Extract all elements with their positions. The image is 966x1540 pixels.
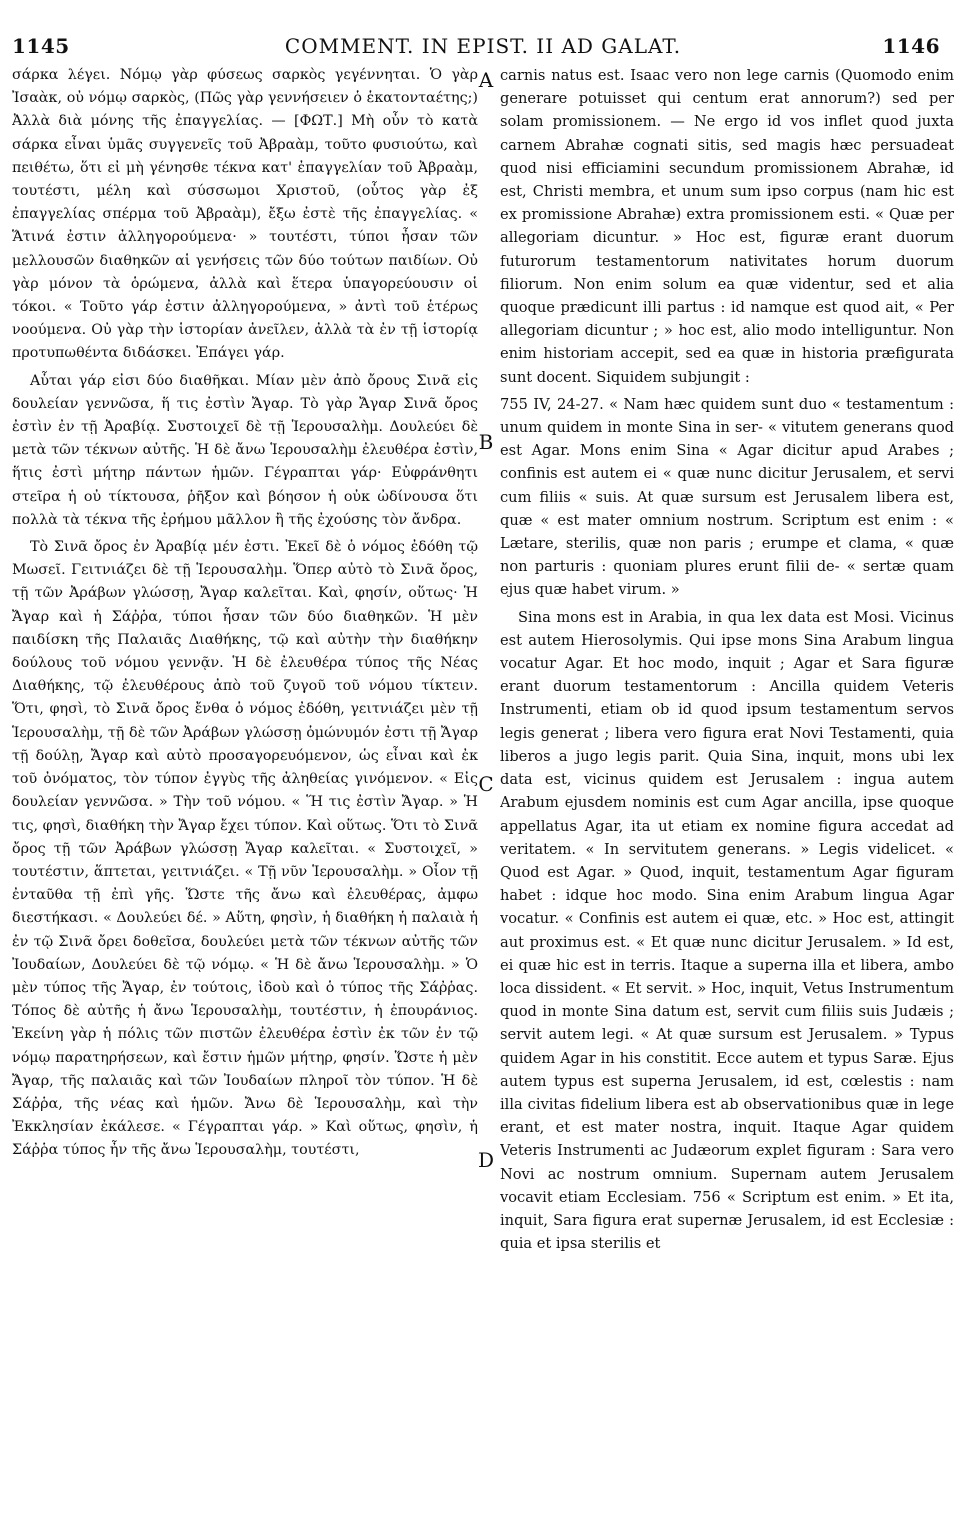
- latin-paragraph: 755 IV, 24-27. « Nam hæc quidem sunt duo « testamentum : unum quidem in monte Sina in ser- « vitutem generans quod est Agar. Mons enim Sina « Agar dicitur apud Arabes ; confinis est autem ei « quæ nunc dicitur Jerusalem, et servi cum filiis « suis. At quæ sursum est Jerusalem libera est, quæ « est mater omnium nostrum. Scriptum est enim : « Lætare, sterilis, quæ non paris ; erumpe et clama, « quæ non parturis : quoniam plures erunt filii de- « sertæ quam ejus quæ habet virum. »: [500, 395, 954, 599]
- margin-letter-d: D: [477, 1148, 495, 1172]
- margin-letter-c: C: [478, 772, 494, 796]
- latin-paragraph: Sina mons est in Arabia, in qua lex data est Mosi. Vicinus est autem Hierosolymis. Qui ipse mons Sina Arabum lingua vocatur Agar. Et hoc modo, inquit ; Agar et Sara figuræ erant duorum testamentorum : Ancilla quidem Veteris Instrumenti, etiam ob id quod ipsum testamentum servos legis generat ; libera vero figura erat Novi Testamenti, quia liberos a jugo legis parit. Quia Sina, inquit, mons ubi lex data est, vicinus quidem est Jerusalem : ingua autem Arabum ejusdem nominis est cum Agar ancilla, ipse quoque appellatus Agar, ita ut etiam ex nomine figura accedat ad veritatem. « In servitutem generans. » Legis videlicet. « Quod est Agar. » Quod, inquit, testamentum Agar figuram habet : idque hoc modo. Sina enim Arabum lingua Agar vocatur. « Confinis est autem ei quæ, etc. » Hoc est, attingit aut proximus est. « Et quæ nunc dicitur Jerusalem. » Id est, ei quæ hic est in terris. Itaque a superna illa et libera, ambo loca dissident. « Et servit. » Hoc, inquit, Vetus Instrumentum quod in monte Sina datum est, servit cum filiis suis Judæis ; servit autem legi. « At quæ sursum est Jerusalem. » Typus quidem Agar in his constitit. Ecce autem et typus Saræ. Ejus autem typus est superna Jerusalem, id est, cœlestis : nam illa civitas fidelium libera est ab observationibus quæ in lege erant, et est mater nostra, inquit. Itaque Agar quidem Veteris Instrumenti ac Judæorum explet figuram : Sara vero Novi ac nostrum omnium. Supernam autem Jerusalem vocavit etiam Ecclesiam. 756 « Scriptum est enim. » Et ita, inquit, Sara figura erat supernæ Jerusalem, id est Ecclesiæ : quia et ipsa sterilis et: [500, 608, 954, 1253]
- latin-paragraph: carnis natus est. Isaac vero non lege carnis (Quomodo enim generare potuisset qui centum erat annorum?) sed per solam promissionem. — Ne ergo id vos inflet quod juxta carnem Abrahæ cognati sitis, sed magis hæc persuadeat quod nisi efficiamini secundum promissionem Abrahæ, id est, Christi membra, et unum sum ipso corpus (nam hic est ex promissione Abrahæ) extra promissionem esti. « Quæ per allegoriam dicuntur. » Hoc est, figuræ erant duorum futurorum testamentorum nativitates horum duorum filiorum. Non enim solum ea quæ videntur, sed et alia quoque prædicunt illi partus : id namque est quod ait, « Per allegoriam dicuntur ; » hoc est, alio modo intelliguntur. Non enim historiam accepit, sed ea quæ in historia præfigurata sunt docent. Siquidem subjungit :: [500, 67, 954, 386]
- page-header: [0, 0, 966, 60]
- greek-paragraph: σάρκα λέγει. Νόμῳ γὰρ φύσεως σαρκὸς γεγέννηται. Ὁ γὰρ Ἰσαὰκ, οὐ νόμῳ σαρκὸς, (Πῶς γὰρ γεννήσειεν ὁ ἑκατονταέτης;) Ἀλλὰ διὰ μόνης τῆς ἐπαγγελίας. — [ΦΩΤ.] Μὴ οὖν τὸ κατὰ σάρκα εἶναι ὑμᾶς συγγενεῖς τοῦ Ἀβραὰμ, τοῦτο φυσιούτω, καὶ πειθέτω, ὅτι εἰ μὴ γένησθε τέκνα κατ' ἐπαγγελίαν τοῦ Ἀβραὰμ, τουτέστι, μέλη καὶ σύσσωμοι Χριστοῦ, (οὗτος γὰρ ἐξ ἐπαγγελίας σπέρμα τοῦ Ἀβραὰμ), ἔξω ἐστὲ τῆς ἐπαγγελίας. « Ἅτινά ἐστιν ἀλληγορούμενα· » τουτέστι, τύποι ἦσαν τῶν μελλουσῶν διαθηκῶν αἱ γενήσεις τῶν δύο τούτων παιδίων. Οὐ γὰρ μόνον τὰ ὁρώμενα, ἀλλὰ καὶ ἕτερα ὑπαγορεύουσιν οἱ τόκοι. « Τοῦτο γάρ ἐστιν ἀλληγορούμενα, » ἀντὶ τοῦ ἑτέρως νοούμενα. Οὐ γὰρ τὴν ἱστορίαν ἀνεῖλεν, ἀλλὰ τὰ ἐν τῇ ἱστορίᾳ προτυπωθέντα διδάσκει. Ἐπάγει γάρ.: [12, 67, 478, 362]
- greek-paragraph: Τὸ Σινᾶ ὄρος ἐν Ἀραβίᾳ μέν ἐστι. Ἐκεῖ δὲ ὁ νόμος ἐδόθη τῷ Μωσεῖ. Γειτνιάζει δὲ τῇ Ἱερουσαλὴμ. Ὅπερ αὐτὸ τὸ Σινᾶ ὄρος, τῇ τῶν Ἀράβων γλώσσῃ, Ἄγαρ καλεῖται. Καὶ, φησίν, οὕτως· Ἡ Ἄγαρ καὶ ἡ Σάῤῥα, τύποι ἦσαν τῶν δύο διαθηκῶν. Ἡ μὲν παιδίσκη τῆς Παλαιᾶς Διαθήκης, τῷ καὶ αὐτὴν τὴν διαθήκην δούλους τοῦ νόμου γεννᾷν. Ἡ δὲ ἐλευθέρα τύπος τῆς Νέας Διαθήκης, τῷ ἐλευθέρους ἀπὸ τοῦ ζυγοῦ τοῦ νόμου τίκτειν. Ὅτι, φησὶ, τὸ Σινᾶ ὄρος ἔνθα ὁ νόμος ἐδόθη, γειτνιάζει μὲν τῇ Ἱερουσαλὴμ, τῇ δὲ τῶν Ἀράβων γλώσσῃ ὁμώνυμόν ἐστι τῇ Ἄγαρ τῇ δούλῃ, Ἄγαρ καὶ αὐτὸ προσαγορευόμενον, ὡς εἶναι καὶ ἐκ τοῦ ὀνόματος, τὸν τύπον ἐγγὺς τῆς ἀληθείας γινόμενον. « Εἰς δουλείαν γεννῶσα. » Τὴν τοῦ νόμου. « Ἥ τις ἐστὶν Ἄγαρ. » Ἡ τις, φησὶ, διαθήκη τὴν Ἄγαρ ἔχει τύπον. Καὶ οὕτως. Ὅτι τὸ Σινᾶ ὄρος τῇ τῶν Ἀράβων γλώσσῃ Ἄγαρ καλεῖται. « Συστοιχεῖ, » τουτέστιν, ἅπτεται, γειτνιάζει. « Τῇ νῦν Ἱερουσαλὴμ. » Οἷον τῇ ἐνταῦθα τῇ ἐπὶ γῆς. Ὥστε τῆς ἄνω καὶ ἐλευθέρας, ἀμφω διεστήκασι. « Δουλεύει δέ. » Αὕτη, φησὶν, ἡ διαθήκη ἡ παλαιὰ ἡ ἐν τῷ Σινᾶ ὄρει δοθεῖσα, δουλεύει μετὰ τῶν τέκνων αὐτῆς τῶν Ἰουδαίων, Δουλεύει δὲ τῷ νόμῳ. « Ἡ δὲ ἄνω Ἱερουσαλὴμ. » Ὁ μὲν τύπος τῆς Ἄγαρ, ἐν τούτοις, ἰδοὺ καὶ ὁ τύπος τῆς Σάῤῥας. Τόπος δὲ αὐτῆς ἡ ἄνω Ἱερουσαλὴμ, τουτέστιν, ἡ ἐπουράνιος. Ἐκείνη γὰρ ἡ πόλις τῶν πιστῶν ἐλευθέρα ἐστὶν ἐκ τῶν ἐν τῷ νόμῳ παρατηρήσεων, καὶ ἔστιν ἡμῶν μήτηρ, φησίν. Ὥστε ἡ μὲν Ἄγαρ, τῆς παλαιᾶς καὶ τῶν Ἰουδαίων πληροῖ τὸν τύπον. Ἡ δὲ Σάῤῥα, τῆς νέας καὶ ἡμῶν. Ἄνω δὲ Ἱερουσαλὴμ, καὶ τὴν Ἐκκλησίαν ἐκάλεσε. « Γέγραπται γάρ. » Καὶ οὕτως, φησὶν, ἡ Σάῤῥα τύπος ἦν τῆς ἄνω Ἱερουσαλὴμ, τουτέστι,: [12, 539, 478, 1159]
- latin-column: [500, 64, 954, 1530]
- right-page-number: 1146: [882, 34, 940, 58]
- greek-paragraph: Αὗται γάρ εἰσι δύο διαθῆκαι. Μίαν μὲν ἀπὸ ὄρους Σινᾶ εἰς δουλείαν γεννῶσα, ἥ τις ἐστὶν Ἄγαρ. Τὸ γὰρ Ἄγαρ Σινᾶ ὄρος ἐστὶν ἐν τῇ Ἀραβίᾳ. Συστοιχεῖ δὲ τῇ Ἱερουσαλὴμ. Δουλεύει δὲ μετὰ τῶν τέκνων αὐτῆς. Ἡ δὲ ἄνω Ἱερουσαλὴμ ἐλευθέρα ἐστὶν, ἥτις ἐστὶ μήτηρ πάντων ἡμῶν. Γέγραπται γάρ· Εὐφράνθητι στεῖρα ἡ οὐ τίκτουσα, ῥῆξον καὶ βόησον ἡ οὐκ ὠδίνουσα ὅτι πολλὰ τὰ τέκνα τῆς ἐρήμου μᾶλλον ἢ τῆς ἐχούσης τὸν ἄνδρα.: [12, 372, 478, 528]
- left-page-number: 1145: [12, 34, 70, 58]
- margin-letter-a: A: [478, 68, 494, 92]
- greek-column: [12, 64, 478, 1530]
- running-title: COMMENT. IN EPIST. II AD GALAT.: [284, 34, 682, 58]
- margin-letter-b: B: [478, 430, 494, 454]
